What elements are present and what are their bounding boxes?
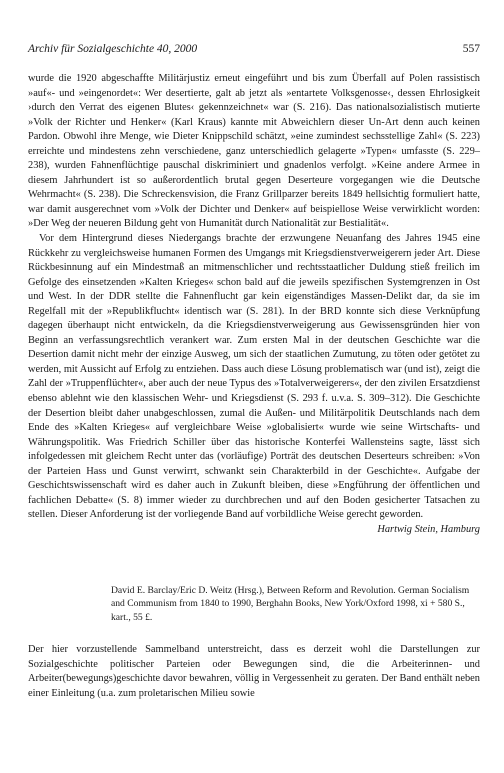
review-text <box>28 72 480 523</box>
running-head <box>28 42 480 56</box>
review-paragraph-2: Vor dem Hintergrund dieses Niedergangs brachte der erzwungene Neuanfang des Jahres 1945 eine Rückkehr zu vergleichsweise humanen Formen des Umgangs mit Kriegsdienstverweigerern jeder Art. Diese Rückbesinnung auf ein Mindestmaß an mitmenschlicher und rechtsstaatlicher Duldung stieß freilich im Gefolge des einsetzenden »Kalten Krieges« schon bald auf die jeweils spezifischen Systemgrenzen in Ost und West. In der DDR stellte die Fahnenflucht gar kein eigenständiges Massen-Delikt dar, da sie im Regelfall mit der »Republikflucht« identisch war (S. 281). In der BRD konnte sich diese Verknüpfung dagegen überhaupt nicht entwickeln, da die Kriegsdienstverweigerung aus Gewissensgründen hier von Beginn an verfassungsrechtlich verankert war. Zum ersten Mal in der deutschen Geschichte war die Desertion damit nicht mehr der einzige Ausweg, um sich der staatlichen Zumutung, zu töten oder getötet zu werden, mit Aussicht auf Erfolg zu entziehen. Dass auch diese Lösung problematisch war (und ist), zeigt die Zahl der »Truppenflüchter«, aber auch der neue Typus des »Totalverweigerers«, der den zivilen Ersatzdienst ebenso ablehnt wie den klassischen Wehr- und Kriegsdienst (S. 293 f. u.v.a. S. 309–312). Die Geschichte der Desertion bleibt daher unabgeschlossen, zumal die Außen- und Militärpolitik Deutschlands nach dem Ende des »Kalten Krieges« auf vergleichbare Weise »globalisiert« wurde wie seine Wirtschafts- und Währungspolitik. Was Friedrich Schiller über das historische Konterfei Wallensteins sagte, lässt sich infolgedessen mit gleichem Recht unter das (vorläufige) Porträt des deutschen Deserteurs schreiben: »Von der Parteien Hass und Gunst verwirrt, schwankt sein Charakterbild in der Geschichte«. Aufgabe der Geschichtswissenschaft wird es daher auch in Zukunft bleiben, diese »Engführung der öffentlichen und fachlichen Debatte« (S. 8) immer wieder zu durchbrechen und auf den Boden gesicherter Tatsachen zu stellen. Dieser Anforderung ist der vorliegende Band auf vorbildliche Weise gerecht geworden. <box>28 233 480 521</box>
review-paragraph-1: wurde die 1920 abgeschaffte Militärjustiz erneut eingeführt und bis zum Überfall auf Polen rassistisch »auf«- und »eingenordet«: Wer desertierte, galt ab jetzt als »entartete Volksgenosse‹, dessen Ehrlosigkeit ›durch den Verrat des eigenen Blutes‹ gekennzeichnet« war (S. 216). Das nationalsozialistisch mutierte »Volk der Richter und Henker« (Karl Kraus) kannte mit Abweichlern dieser Un-Art denn auch keinen Pardon. Obwohl ihre Menge, wie Dieter Knippschild schätzt, »eine zumindest sechsstellige Zahl« (S. 223) erreichte und mindestens zehn verschiedene, ganz unterschiedlich gelagerte »Typen« umfasste (S. 229–238), wurden Fahnenflüchtige pauschal diskriminiert und gnadenlos verfolgt. »Keine andere Armee in diesem Jahrhundert ist so außerordentlich brutal gegen Deserteure vorgegangen wie die Deutsche Wehrmacht« (S. 238). Die Schreckensvision, die Franz Grillparzer bereits 1849 hellsichtig formuliert hatte, war damit ausgerechnet vom »Volk der Dichter und Denker« auf beispiellose Weise verwirklicht worden: »Der Weg der neueren Bildung geht von Humanität durch Nationalität zur Bestialität«. <box>28 73 480 230</box>
journal-title: Archiv für Sozialgeschichte 40, 2000 <box>28 43 198 55</box>
book-reference: David E. Barclay/Eric D. Weitz (Hrsg.), Between Reform and Revolution. German Socialism and Communism from 1840 to 1990, Berghahn Books, New York/Oxford 1998, xi + 580 S., kart., 55 £. <box>111 584 470 623</box>
review-author: Hartwig Stein, Hamburg <box>377 523 480 535</box>
second-review-paragraph: Der hier vorzustellende Sammelband unterstreicht, dass es derzeit wohl die Darstellungen zur Sozialgeschichte politischer Parteien oder Bewegungen sind, die die Arbeiterinnen- und Arbeiter(bewegungs)geschichte davor bewahren, völlig in Vergessenheit zu geraten. Der Band enthält neben einer Einleitung (u.a. zum proletarischen Milieu sowie <box>28 644 480 699</box>
page <box>28 42 480 701</box>
second-review-text <box>28 643 480 701</box>
page-number: 557 <box>462 43 480 55</box>
